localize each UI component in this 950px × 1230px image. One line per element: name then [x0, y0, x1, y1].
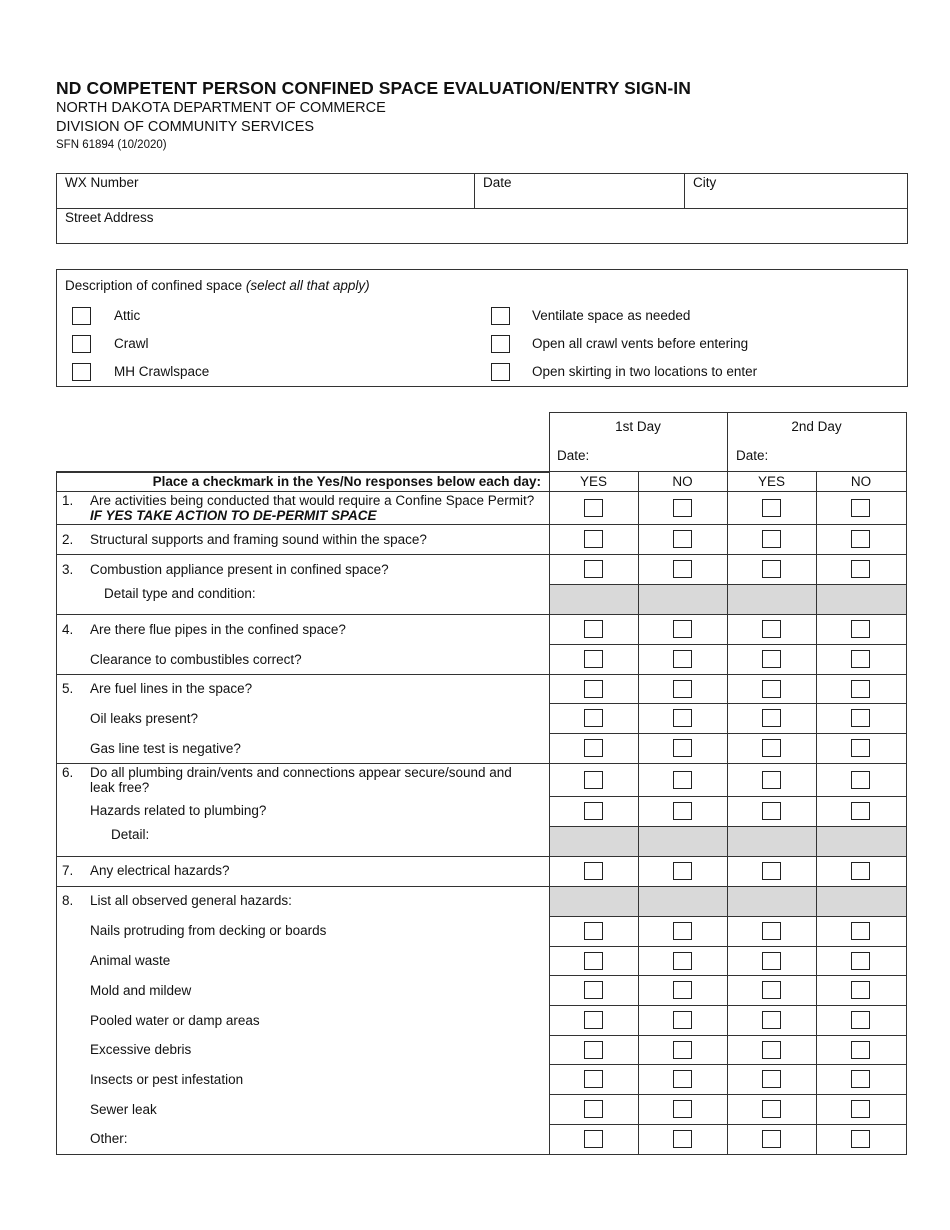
column-divider: [727, 471, 728, 1155]
day2-yes-checkbox[interactable]: [762, 620, 781, 638]
q5-number: 5.: [62, 681, 74, 696]
day1-no-checkbox[interactable]: [673, 1041, 692, 1059]
detail-shaded-cell: [639, 887, 727, 916]
q6-sub-text: Hazards related to plumbing?: [90, 803, 267, 818]
day2-yes-header: YES: [757, 474, 785, 489]
day2-no-checkbox[interactable]: [851, 1011, 870, 1029]
day1-no-checkbox[interactable]: [673, 1011, 692, 1029]
day2-header: 2nd Day: [791, 419, 842, 434]
day2-yes-checkbox[interactable]: [762, 1011, 781, 1029]
row-divider: [56, 886, 906, 887]
day2-yes-checkbox[interactable]: [762, 981, 781, 999]
crawl-label: Crawl: [114, 336, 149, 351]
day2-yes-checkbox[interactable]: [762, 1070, 781, 1088]
instruction-row-top: [56, 471, 549, 473]
column-divider: [549, 471, 550, 1155]
day1-header: 1st Day: [615, 419, 661, 434]
day2-no-checkbox[interactable]: [851, 952, 870, 970]
day2-no-checkbox[interactable]: [851, 709, 870, 727]
day2-yes-checkbox[interactable]: [762, 802, 781, 820]
q8-item: Excessive debris: [90, 1042, 192, 1057]
day1-yes-checkbox[interactable]: [584, 530, 603, 548]
day2-no-header: NO: [850, 474, 872, 489]
row-divider: [56, 524, 906, 525]
day2-yes-checkbox[interactable]: [762, 1100, 781, 1118]
header-right-border: [906, 412, 907, 472]
day1-no-checkbox[interactable]: [673, 862, 692, 880]
day1-yes-checkbox[interactable]: [584, 952, 603, 970]
form-title: ND COMPETENT PERSON CONFINED SPACE EVALUATION/ENTRY SIGN-IN: [56, 78, 691, 98]
day1-no-checkbox[interactable]: [673, 952, 692, 970]
attic-checkbox[interactable]: [72, 307, 91, 325]
q4-text: Are there flue pipes in the confined space?: [90, 622, 346, 637]
day2-date-label[interactable]: Date:: [736, 448, 769, 463]
column-divider: [638, 471, 639, 1155]
day2-no-checkbox[interactable]: [851, 922, 870, 940]
day1-no-checkbox[interactable]: [673, 802, 692, 820]
q1-text: Are activities being conducted that would require a Confine Space Permit? IF YES TAKE ACTION TO DE-PERMIT SPACE: [90, 493, 535, 523]
day2-yes-checkbox[interactable]: [762, 952, 781, 970]
wx-number-field[interactable]: WX Number: [65, 175, 139, 190]
q2-number: 2.: [62, 532, 74, 547]
detail-shaded-cell: [817, 585, 906, 614]
row-divider: [56, 554, 906, 555]
q4-number: 4.: [62, 622, 74, 637]
day2-yes-checkbox[interactable]: [762, 709, 781, 727]
day2-no-checkbox[interactable]: [851, 739, 870, 757]
day2-no-checkbox[interactable]: [851, 1041, 870, 1059]
day1-yes-checkbox[interactable]: [584, 862, 603, 880]
ventilate-label: Ventilate space as needed: [532, 308, 691, 323]
day1-no-checkbox[interactable]: [673, 620, 692, 638]
detail-shaded-cell: [550, 887, 638, 916]
q8-item: Pooled water or damp areas: [90, 1013, 260, 1028]
q5-sub1-text: Oil leaks present?: [90, 711, 199, 726]
day2-no-checkbox[interactable]: [851, 862, 870, 880]
table-left-border: [56, 471, 57, 1155]
day1-no-checkbox[interactable]: [673, 680, 692, 698]
day2-yes-checkbox[interactable]: [762, 739, 781, 757]
q8-text: List all observed general hazards:: [90, 893, 292, 908]
day1-yes-checkbox[interactable]: [584, 680, 603, 698]
ventilate-checkbox[interactable]: [491, 307, 510, 325]
q1-number: 1.: [62, 493, 74, 508]
q2-text: Structural supports and framing sound within the space?: [90, 532, 427, 547]
q5-text: Are fuel lines in the space?: [90, 681, 253, 696]
day1-no-checkbox[interactable]: [673, 709, 692, 727]
detail-shaded-cell: [550, 827, 638, 856]
q5-sub2-text: Gas line test is negative?: [90, 741, 241, 756]
detail-shaded-cell: [728, 887, 816, 916]
q3-text: Combustion appliance present in confined space?: [90, 562, 389, 577]
day2-yes-checkbox[interactable]: [762, 1130, 781, 1148]
row-divider: [56, 856, 906, 857]
crawl-checkbox[interactable]: [72, 335, 91, 353]
row-divider: [56, 614, 906, 615]
day1-no-header: NO: [672, 474, 693, 489]
detail-shaded-cell: [639, 827, 727, 856]
day2-no-checkbox[interactable]: [851, 981, 870, 999]
column-divider: [816, 471, 817, 1155]
day2-no-checkbox[interactable]: [851, 530, 870, 548]
date-field[interactable]: Date: [483, 175, 512, 190]
mh-crawlspace-label: MH Crawlspace: [114, 364, 210, 379]
day2-no-checkbox[interactable]: [851, 650, 870, 668]
mh-crawlspace-checkbox[interactable]: [72, 363, 91, 381]
q7-text: Any electrical hazards?: [90, 863, 230, 878]
day1-no-checkbox[interactable]: [673, 1130, 692, 1148]
day1-yes-checkbox[interactable]: [584, 771, 603, 789]
day1-yes-checkbox[interactable]: [584, 499, 603, 517]
day2-yes-checkbox[interactable]: [762, 530, 781, 548]
open-skirting-checkbox[interactable]: [491, 363, 510, 381]
day1-no-checkbox[interactable]: [673, 560, 692, 578]
detail-shaded-cell: [817, 887, 906, 916]
day1-yes-checkbox[interactable]: [584, 620, 603, 638]
city-field[interactable]: City: [693, 175, 717, 190]
day1-yes-checkbox[interactable]: [584, 1100, 603, 1118]
day1-no-checkbox[interactable]: [673, 1070, 692, 1088]
info-divider-v1: [474, 173, 475, 209]
day1-no-checkbox[interactable]: [673, 1100, 692, 1118]
day1-no-checkbox[interactable]: [673, 922, 692, 940]
day1-yes-checkbox[interactable]: [584, 1070, 603, 1088]
day2-no-checkbox[interactable]: [851, 499, 870, 517]
row-divider: [56, 763, 906, 764]
q6-detail-label: Detail:: [111, 827, 150, 842]
detail-shaded-cell: [728, 585, 816, 614]
day1-yes-checkbox[interactable]: [584, 1041, 603, 1059]
day1-yes-checkbox[interactable]: [584, 709, 603, 727]
day2-no-checkbox[interactable]: [851, 1100, 870, 1118]
day1-yes-checkbox[interactable]: [584, 739, 603, 757]
detail-shaded-cell: [817, 827, 906, 856]
day2-no-checkbox[interactable]: [851, 620, 870, 638]
day1-yes-checkbox[interactable]: [584, 1011, 603, 1029]
day1-yes-checkbox[interactable]: [584, 650, 603, 668]
open-skirting-label: Open skirting in two locations to enter: [532, 364, 758, 379]
day2-no-checkbox[interactable]: [851, 1070, 870, 1088]
q4-sub-text: Clearance to combustibles correct?: [90, 652, 302, 667]
description-label: Description of confined space (select all that apply): [65, 278, 370, 293]
detail-shaded-cell: [550, 585, 638, 614]
detail-shaded-cell: [728, 827, 816, 856]
q8-number: 8.: [62, 893, 74, 908]
form-number: SFN 61894 (10/2020): [56, 139, 167, 151]
day1-no-checkbox[interactable]: [673, 739, 692, 757]
day1-no-checkbox[interactable]: [673, 650, 692, 668]
q8-item: Insects or pest infestation: [90, 1072, 244, 1087]
day1-yes-checkbox[interactable]: [584, 981, 603, 999]
attic-label: Attic: [114, 308, 141, 323]
instruction-text: Place a checkmark in the Yes/No responses below each day:: [152, 474, 541, 489]
info-divider-h: [56, 208, 908, 209]
day1-yes-checkbox[interactable]: [584, 560, 603, 578]
day2-yes-checkbox[interactable]: [762, 771, 781, 789]
column-divider: [906, 471, 907, 1155]
form-header: [56, 78, 691, 153]
division-name: DIVISION OF COMMUNITY SERVICES: [56, 119, 315, 135]
day1-yes-checkbox[interactable]: [584, 922, 603, 940]
q8-item: Animal waste: [90, 953, 171, 968]
table-bottom-border: [56, 1154, 907, 1155]
day1-date-label[interactable]: Date:: [557, 448, 590, 463]
day2-yes-checkbox[interactable]: [762, 1041, 781, 1059]
day2-yes-checkbox[interactable]: [762, 922, 781, 940]
q8-item: Mold and mildew: [90, 983, 192, 998]
day2-yes-checkbox[interactable]: [762, 499, 781, 517]
day2-yes-checkbox[interactable]: [762, 650, 781, 668]
day1-no-checkbox[interactable]: [673, 981, 692, 999]
day2-no-checkbox[interactable]: [851, 771, 870, 789]
detail-shaded-cell: [639, 585, 727, 614]
q7-number: 7.: [62, 863, 74, 878]
q3-number: 3.: [62, 562, 74, 577]
day2-no-checkbox[interactable]: [851, 560, 870, 578]
day1-yes-header: YES: [579, 474, 607, 489]
day1-no-checkbox[interactable]: [673, 771, 692, 789]
day2-yes-checkbox[interactable]: [762, 560, 781, 578]
info-divider-v2: [684, 173, 685, 209]
street-address-field[interactable]: Street Address: [65, 210, 154, 225]
q6-text: Do all plumbing drain/vents and connections appear secure/sound and leak free?: [90, 765, 512, 795]
row-divider: [56, 674, 906, 675]
department-name: NORTH DAKOTA DEPARTMENT OF COMMERCE: [56, 100, 386, 116]
q8-item: Other:: [90, 1131, 128, 1146]
open-vents-label: Open all crawl vents before entering: [532, 336, 749, 351]
day2-no-checkbox[interactable]: [851, 680, 870, 698]
open-vents-checkbox[interactable]: [491, 335, 510, 353]
day2-yes-checkbox[interactable]: [762, 862, 781, 880]
day1-yes-checkbox[interactable]: [584, 1130, 603, 1148]
q3-detail-label: Detail type and condition:: [104, 586, 256, 601]
q8-item: Sewer leak: [90, 1102, 157, 1117]
day1-yes-checkbox[interactable]: [584, 802, 603, 820]
day1-no-checkbox[interactable]: [673, 499, 692, 517]
q6-number: 6.: [62, 765, 74, 780]
q8-item: Nails protruding from decking or boards: [90, 923, 327, 938]
instruction-row-bottom: [56, 491, 906, 492]
day2-no-checkbox[interactable]: [851, 1130, 870, 1148]
day1-no-checkbox[interactable]: [673, 530, 692, 548]
day2-no-checkbox[interactable]: [851, 802, 870, 820]
day2-yes-checkbox[interactable]: [762, 680, 781, 698]
